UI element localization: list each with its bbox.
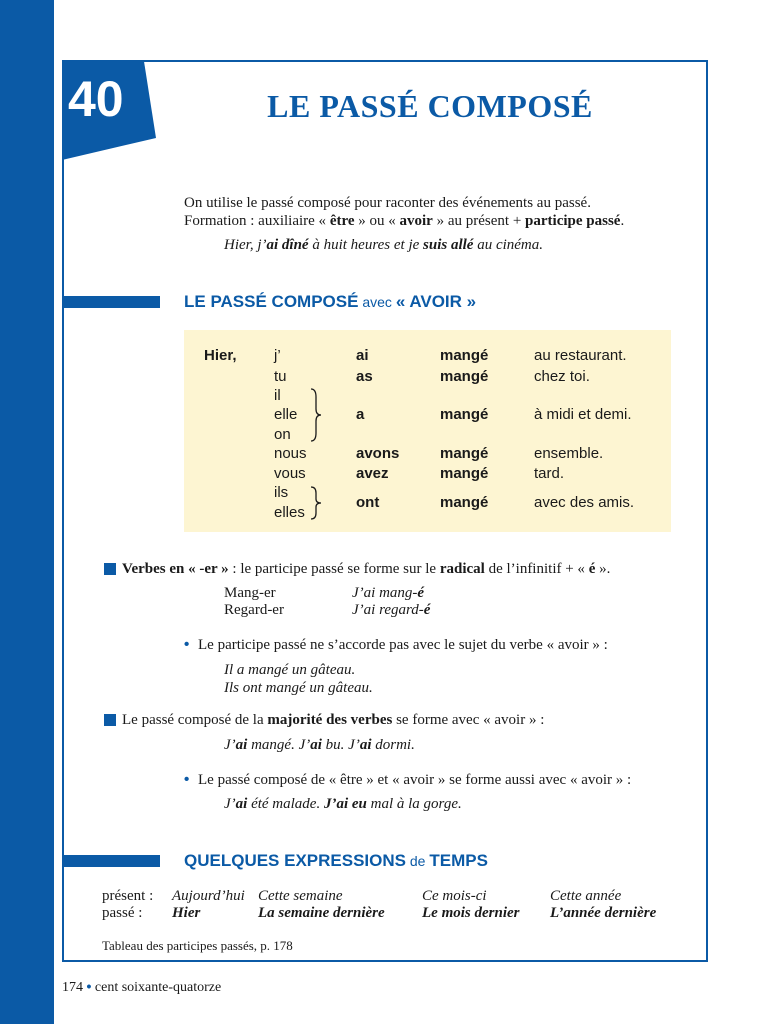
participle: mangé xyxy=(440,406,489,423)
square-bullet-icon xyxy=(104,563,116,575)
text-bold: é xyxy=(417,585,425,601)
text: bu. J’ xyxy=(321,737,360,753)
auxiliary: ont xyxy=(356,494,380,511)
text-bold: dîné xyxy=(278,237,313,253)
text-bold: participe passé xyxy=(525,213,621,229)
text: avec xyxy=(358,294,396,310)
note-etre-avoir: Le passé composé de « être » et « avoir » se forme aussi avec « avoir » : xyxy=(198,772,632,788)
text: dormi. xyxy=(371,737,415,753)
present-expression: Cette année xyxy=(550,888,622,904)
example-participle xyxy=(352,601,430,619)
intro-example xyxy=(224,236,543,254)
text-bold: ai xyxy=(310,737,322,753)
pronoun: elle xyxy=(274,406,298,423)
text: TEMPS xyxy=(429,851,488,870)
past-expression: L’année dernière xyxy=(550,905,657,921)
note-example: Ils ont mangé un gâteau. xyxy=(224,680,373,696)
pronoun: il xyxy=(274,387,281,404)
text-bold: ai xyxy=(235,796,248,812)
pronoun: vous xyxy=(274,465,306,482)
text: J’ xyxy=(224,737,236,753)
rule-er-verbs xyxy=(122,560,610,578)
past-expression: Le mois dernier xyxy=(422,905,520,921)
page-number-words: cent soixante-quatorze xyxy=(94,980,222,995)
past-expression: La semaine dernière xyxy=(258,905,385,921)
participle: mangé xyxy=(440,368,489,385)
note-agreement: Le participe passé ne s’accorde pas avec le sujet du verbe « avoir » : xyxy=(198,637,608,653)
text: » au présent + xyxy=(432,213,526,229)
present-expression: Ce mois-ci xyxy=(422,888,487,904)
intro-line-2 xyxy=(184,212,624,230)
participle: mangé xyxy=(440,465,489,482)
participle: mangé xyxy=(440,494,489,511)
note-example xyxy=(224,795,462,813)
section-bar xyxy=(62,855,160,867)
text: : le participe passé se forme sur le xyxy=(232,561,440,577)
text-bold: majorité des verbes xyxy=(267,712,393,728)
text-bold: radical xyxy=(439,561,485,577)
complement: tard. xyxy=(534,465,565,482)
conjugation-hier: Hier, xyxy=(204,347,237,364)
example-infinitive: Regard-er xyxy=(224,602,284,618)
text-bold: é xyxy=(423,602,431,618)
chapter-number: 40 xyxy=(68,71,124,127)
auxiliary: avez xyxy=(356,465,389,482)
text: au cinéma. xyxy=(473,237,544,253)
complement: avec des amis. xyxy=(534,494,635,511)
section-title-expressions xyxy=(184,851,488,871)
text: Hier, j’ xyxy=(224,237,267,253)
text: QUELQUES EXPRESSIONS xyxy=(184,851,406,870)
text-bold: avoir xyxy=(399,213,433,229)
page-number: 174 xyxy=(62,980,83,995)
square-bullet-icon xyxy=(104,714,116,726)
text: J’ai regard- xyxy=(352,602,424,618)
intro-line-1: On utilise le passé composé pour raconter des événements au passé. xyxy=(184,195,591,211)
complement: ensemble. xyxy=(534,445,604,462)
text-bold: suis allé xyxy=(423,237,474,253)
note-example: Il a mangé un gâteau. xyxy=(224,662,356,678)
page-title: LE PASSÉ COMPOSÉ xyxy=(267,88,593,124)
text: de l’infinitif + « xyxy=(484,561,589,577)
dot-bullet-icon: • xyxy=(184,771,190,788)
auxiliary: a xyxy=(356,406,365,423)
text: . xyxy=(620,213,625,229)
text-bold: être xyxy=(329,213,355,229)
pronoun: nous xyxy=(274,445,307,462)
text: J’ xyxy=(224,796,236,812)
complement: à midi et demi. xyxy=(534,406,632,423)
text-bold: ai xyxy=(359,737,372,753)
brace-icon xyxy=(308,485,324,521)
rule-majority-verbs xyxy=(122,711,544,729)
example-participle xyxy=(352,584,424,602)
text: Le passé composé de la xyxy=(122,712,268,728)
past-label: passé : xyxy=(102,905,143,921)
participle: mangé xyxy=(440,445,489,462)
text: de xyxy=(406,853,430,869)
section-bar xyxy=(62,296,160,308)
text: à huit heures et je xyxy=(312,237,424,253)
pronoun: on xyxy=(274,426,291,443)
text: Formation : auxiliaire « xyxy=(184,213,330,229)
text-bold: é xyxy=(588,561,596,577)
auxiliary: as xyxy=(356,368,373,385)
text: « AVOIR » xyxy=(395,292,477,311)
reference-note: Tableau des participes passés, p. 178 xyxy=(102,938,293,953)
footer-bullet-icon: • xyxy=(86,978,92,994)
text: » ou « xyxy=(354,213,400,229)
text: ». xyxy=(595,561,611,577)
text: J’ai mang- xyxy=(352,585,418,601)
text-bold: ai xyxy=(266,237,279,253)
pronoun: j’ xyxy=(274,347,281,364)
text-bold: ai xyxy=(235,737,248,753)
pronoun: ils xyxy=(274,484,289,501)
page-footer xyxy=(62,978,221,996)
text: mal à la gorge. xyxy=(366,796,462,812)
auxiliary: ai xyxy=(356,347,369,364)
pronoun: elles xyxy=(274,504,305,521)
rule-example xyxy=(224,736,415,754)
text: été malade. xyxy=(247,796,324,812)
past-expression: Hier xyxy=(172,905,201,921)
auxiliary: avons xyxy=(356,445,400,462)
pronoun: tu xyxy=(274,368,287,385)
text-bold: Verbes en « -er » xyxy=(122,561,233,577)
participle: mangé xyxy=(440,347,489,364)
brace-icon xyxy=(308,387,324,443)
text: se forme avec « avoir » : xyxy=(392,712,545,728)
example-infinitive: Mang-er xyxy=(224,585,276,601)
complement: chez toi. xyxy=(534,368,590,385)
left-color-band xyxy=(0,0,54,1024)
present-expression: Cette semaine xyxy=(258,888,343,904)
section-title-avoir xyxy=(184,292,476,312)
text-bold: J’ai eu xyxy=(323,796,367,812)
dot-bullet-icon: • xyxy=(184,636,190,653)
present-label: présent : xyxy=(102,888,154,904)
present-expression: Aujourd’hui xyxy=(172,888,245,904)
text: mangé. J’ xyxy=(247,737,311,753)
complement: au restaurant. xyxy=(534,347,627,364)
text: LE PASSÉ COMPOSÉ xyxy=(184,292,359,311)
